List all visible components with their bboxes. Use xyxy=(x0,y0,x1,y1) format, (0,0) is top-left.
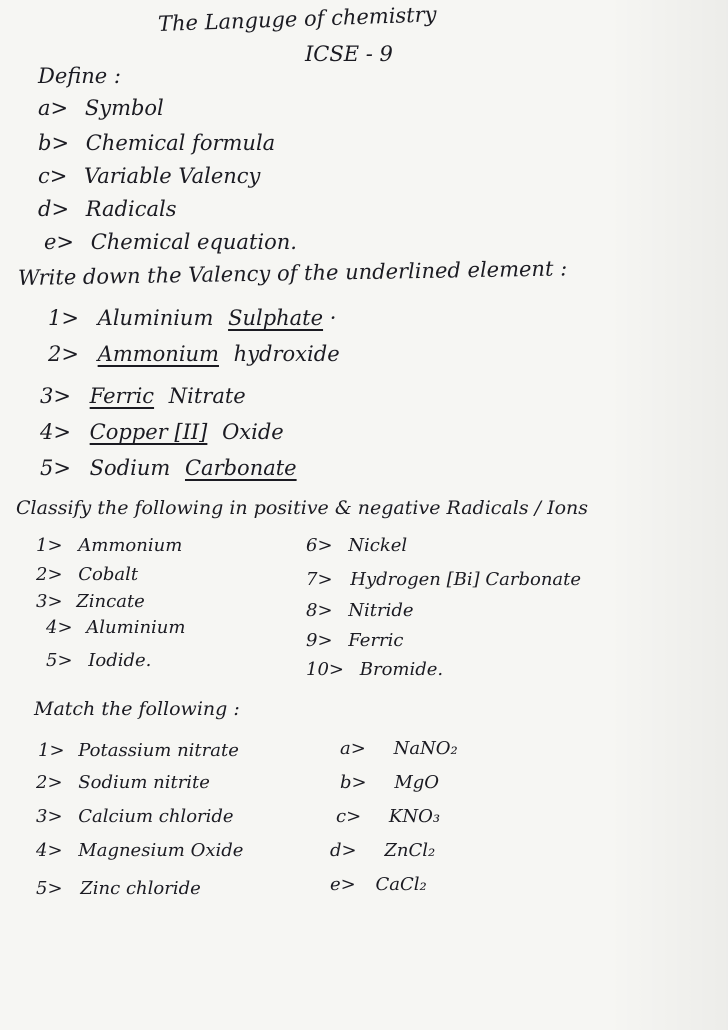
page-subtitle: ICSE - 9 xyxy=(305,42,393,66)
define-heading: Define : xyxy=(38,64,121,88)
classify-item xyxy=(36,566,138,584)
item-marker: e> xyxy=(330,874,356,895)
define-item xyxy=(38,133,275,154)
classify-item xyxy=(46,619,185,637)
item-marker: b> xyxy=(38,131,70,155)
classify-item xyxy=(36,537,182,555)
item-text: Bromide. xyxy=(359,659,444,680)
item-marker: a> xyxy=(38,96,69,120)
classify-heading: Classify the following in positive & negative Radicals / Ions xyxy=(16,497,589,519)
valency-item xyxy=(40,422,284,443)
item-marker: c> xyxy=(336,806,362,827)
item-marker: 2> xyxy=(36,772,63,793)
item-marker: 1> xyxy=(48,306,79,330)
classify-item xyxy=(306,571,581,589)
item-marker: 1> xyxy=(36,535,63,556)
item-text: Potassium nitrate xyxy=(78,740,239,761)
item-marker: 9> xyxy=(306,630,333,651)
item-text: Cobalt xyxy=(78,564,139,585)
item-marker: 3> xyxy=(36,591,63,612)
classify-item xyxy=(306,602,414,620)
classify-item xyxy=(306,632,404,650)
valency-heading: Write down the Valency of the underlined element : xyxy=(17,256,568,290)
match-item xyxy=(330,876,427,894)
item-marker: b> xyxy=(340,772,367,793)
item-text: Calcium chloride xyxy=(78,806,234,827)
item-marker: 1> xyxy=(38,740,65,761)
item-formula: MgO xyxy=(394,772,440,793)
item-marker: 10> xyxy=(306,659,344,680)
item-marker: 3> xyxy=(36,806,63,827)
match-item xyxy=(36,842,243,860)
classify-item xyxy=(306,537,407,555)
underlined-element: Ammonium xyxy=(97,342,219,366)
match-heading: Match the following : xyxy=(34,698,240,720)
match-item xyxy=(330,842,435,860)
item-marker: 4> xyxy=(36,840,63,861)
item-text: Aluminium xyxy=(86,617,186,638)
item-marker: 6> xyxy=(306,535,333,556)
underlined-element: Copper [II] xyxy=(89,420,208,444)
match-item xyxy=(36,774,210,792)
item-text-suffix: Oxide xyxy=(222,420,284,444)
match-item xyxy=(36,880,201,898)
classify-item xyxy=(46,652,151,670)
item-marker: a> xyxy=(340,738,366,759)
item-formula: NaNO₂ xyxy=(393,738,458,759)
valency-item xyxy=(48,344,340,365)
item-formula: KNO₃ xyxy=(388,806,441,827)
item-marker: 5> xyxy=(46,650,73,671)
valency-item xyxy=(40,386,246,407)
item-marker: d> xyxy=(38,197,70,221)
item-text-suffix: hydroxide xyxy=(233,342,340,366)
item-marker: e> xyxy=(44,230,75,254)
item-text: Sodium nitrite xyxy=(78,772,210,793)
item-marker: 4> xyxy=(46,617,73,638)
item-text: Nickel xyxy=(348,535,408,556)
item-text: Hydrogen [Bi] Carbonate xyxy=(350,569,582,590)
page-title: The Languge of chemistry xyxy=(157,2,437,36)
page-shadow xyxy=(608,0,728,1030)
item-marker: d> xyxy=(330,840,357,861)
item-marker: 3> xyxy=(40,384,71,408)
item-text-suffix: Nitrate xyxy=(168,384,246,408)
item-marker: 2> xyxy=(36,564,63,585)
item-text: Chemical formula xyxy=(85,131,276,155)
define-item xyxy=(38,166,260,187)
underlined-element: Ferric xyxy=(89,384,155,408)
item-marker: 2> xyxy=(48,342,79,366)
underlined-element: Carbonate xyxy=(184,456,297,480)
classify-item xyxy=(306,661,443,679)
item-marker: 7> xyxy=(306,569,333,590)
item-formula: CaCl₂ xyxy=(375,874,427,895)
match-item xyxy=(36,808,234,826)
valency-item xyxy=(40,458,297,479)
item-text: Magnesium Oxide xyxy=(78,840,244,861)
item-text: Ferric xyxy=(348,630,404,651)
item-formula: ZnCl₂ xyxy=(384,840,436,861)
item-text: Aluminium xyxy=(97,306,214,330)
classify-item xyxy=(36,593,145,611)
define-item xyxy=(44,232,297,253)
define-item xyxy=(38,98,164,119)
item-text: Symbol xyxy=(84,96,164,120)
item-text: Nitride xyxy=(348,600,414,621)
valency-item xyxy=(48,308,336,329)
item-text: Radicals xyxy=(85,197,177,221)
item-text: Variable Valency xyxy=(84,164,261,188)
item-text: Ammonium xyxy=(78,535,183,556)
underlined-element: Sulphate xyxy=(228,306,324,330)
define-item xyxy=(38,199,176,220)
match-item xyxy=(340,740,458,758)
item-marker: 5> xyxy=(36,878,63,899)
item-text: Iodide. xyxy=(88,650,152,671)
item-marker: 8> xyxy=(306,600,333,621)
item-text: Zinc chloride xyxy=(80,878,201,899)
match-item xyxy=(38,742,239,760)
match-item xyxy=(340,774,439,792)
item-marker: 4> xyxy=(40,420,71,444)
item-text-suffix: · xyxy=(329,306,337,330)
item-text: Chemical equation. xyxy=(90,230,297,254)
item-marker: 5> xyxy=(40,456,71,480)
item-marker: c> xyxy=(38,164,68,188)
match-item xyxy=(336,808,440,826)
item-text: Sodium xyxy=(89,456,171,480)
item-text: Zincate xyxy=(76,591,145,612)
